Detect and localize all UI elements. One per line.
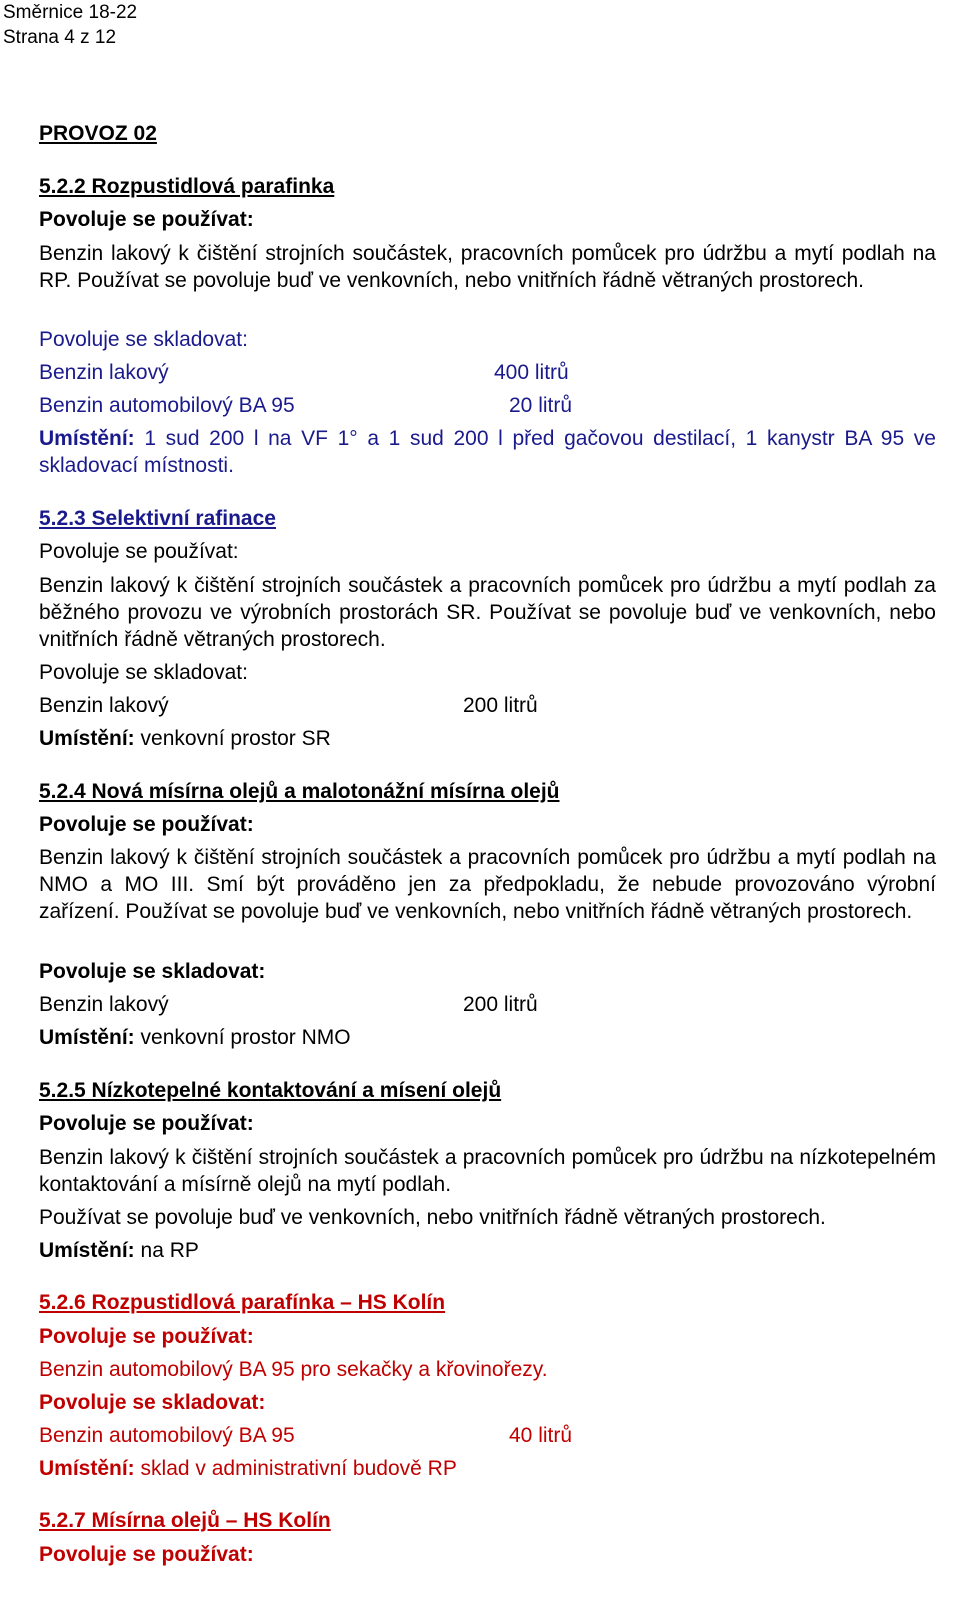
section-5-2-6-location [39,1455,457,1482]
section-5-2-6-use-text: Benzin automobilový BA 95 pro sekačky a křovinořezy. [39,1358,548,1381]
section-5-2-4-location [39,1024,351,1051]
section-5-2-2-title: 5.2.2 Rozpustidlová parafinka [39,175,335,198]
section-5-2-2-use-text: Benzin lakový k čištění strojních součástek, pracovních pomůcek pro údržbu a mytí podlah na RP. Používat se povoluje buď ve venkovních, nebo vnitřních řádně větraných prostorech. [39,242,936,292]
item-name: Benzin automobilový BA 95 [39,1424,295,1447]
location-label: Umístění: [39,1026,135,1049]
section-5-2-2-store-label: Povoluje se skladovat: [39,328,248,351]
section-5-2-5-title: 5.2.5 Nízkotepelné kontaktování a mísení olejů [39,1079,502,1102]
location-label: Umístění: [39,1239,135,1262]
item-qty: 200 litrů [463,993,538,1016]
section-5-2-3-use-text: Benzin lakový k čištění strojních součástek a pracovních pomůcek pro údržbu a mytí podlah za běžného provozu ve výrobních prostorách SR. Používat se povoluje buď ve venkovních, nebo vnitřních řádně větraných prostorech. [39,574,936,651]
section-5-2-5-use-label: Povoluje se používat: [39,1112,254,1135]
section-5-2-5-use-text: Benzin lakový k čištění strojních součástek a pracovních pomůcek pro údržbu na nízkotepelném kontaktování a mísírně olejů na mytí podlah. [39,1146,936,1196]
item-name: Benzin lakový [39,361,169,384]
location-text: venkovní prostor SR [134,727,331,750]
location-text: sklad v administrativní budově RP [134,1457,457,1480]
section-5-2-2-location [39,425,936,479]
page-number: Strana 4 z 12 [3,27,117,48]
item-qty: 400 litrů [494,361,569,384]
section-5-2-2-use-label: Povoluje se používat: [39,208,254,231]
section-5-2-3-store-label: Povoluje se skladovat: [39,661,248,684]
item-qty: 40 litrů [509,1424,573,1447]
section-5-2-7-use-label: Povoluje se používat: [39,1543,254,1566]
section-5-2-4-use-label: Povoluje se používat: [39,813,254,836]
section-5-2-3-item [39,692,936,719]
location-text: 1 sud 200 l na VF 1° a 1 sud 200 l před gačovou destilací, 1 kanystr BA 95 ve skladovací místnosti. [39,427,936,477]
section-5-2-5-location [39,1237,199,1264]
item-name: Benzin lakový [39,694,169,717]
location-text: na RP [134,1239,199,1262]
provoz-heading: PROVOZ 02 [39,122,157,145]
section-5-2-2-item-1 [39,359,936,386]
section-5-2-4-item [39,991,936,1018]
section-5-2-2-item-2 [39,392,936,419]
section-5-2-4-use-text: Benzin lakový k čištění strojních součástek a pracovních pomůcek pro údržbu a mytí podlah na NMO a MO III. Smí být prováděno jen za předpokladu, že nebude provozováno výrobní zařízení. Používat se povoluje buď ve venkovních, nebo vnitřních řádně větraných prostorech. [39,846,936,923]
item-name: Benzin automobilový BA 95 [39,394,295,417]
item-qty: 20 litrů [509,394,573,417]
section-5-2-3-use-label: Povoluje se používat: [39,540,239,563]
page-header [3,0,137,50]
item-name: Benzin lakový [39,993,169,1016]
item-qty: 200 litrů [463,694,538,717]
location-label: Umístění: [39,727,135,750]
section-5-2-7-title: 5.2.7 Mísírna olejů – HS Kolín [39,1509,331,1532]
section-5-2-6-title: 5.2.6 Rozpustidlová parafínka – HS Kolín [39,1291,446,1314]
section-5-2-6-store-label: Povoluje se skladovat: [39,1391,266,1414]
document-id: Směrnice 18-22 [3,2,138,23]
section-5-2-4-store-label: Povoluje se skladovat: [39,960,266,983]
location-label: Umístění: [39,1457,135,1480]
section-5-2-3-title: 5.2.3 Selektivní rafinace [39,507,276,530]
location-text: venkovní prostor NMO [134,1026,351,1049]
section-5-2-5-use-text-2: Používat se povoluje buď ve venkovních, nebo vnitřních řádně větraných prostorech. [39,1206,826,1229]
section-5-2-3-location [39,725,331,752]
location-label: Umístění: [39,427,135,450]
section-5-2-4-title: 5.2.4 Nová mísírna olejů a malotonážní mísírna olejů [39,780,560,803]
section-5-2-6-use-label: Povoluje se používat: [39,1325,254,1348]
section-5-2-6-item [39,1422,936,1449]
